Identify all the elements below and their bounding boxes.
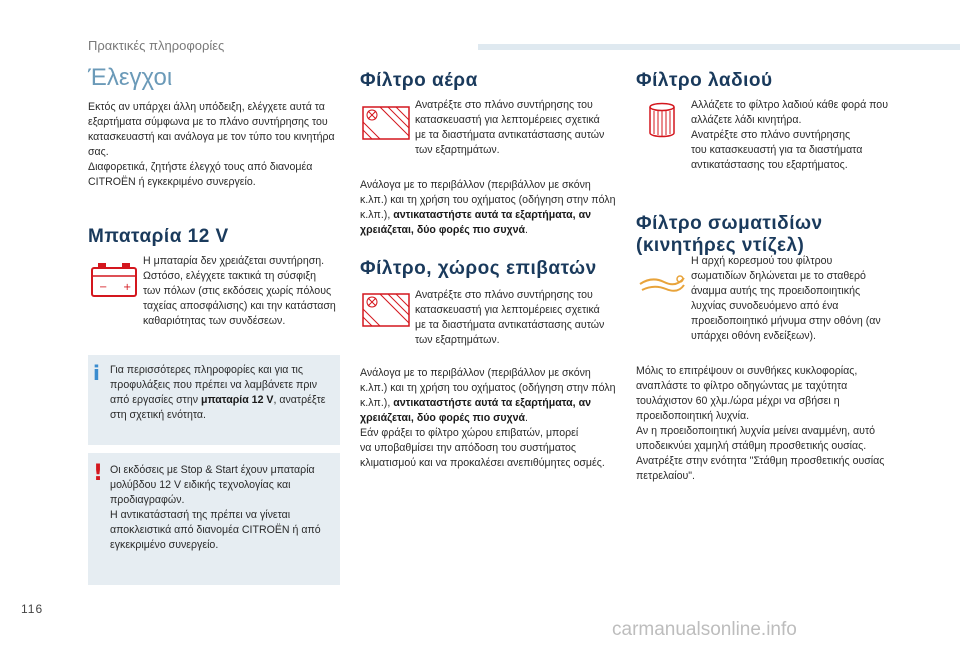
particle-filter-warning-icon bbox=[636, 262, 688, 302]
body-part: Ανάλογα με το περιβάλλον (περιβάλλον με σκόνη κ.λπ.) και τη χρήση του οχήματος (οδήγηση στην πόλη κ.λπ.), bbox=[360, 367, 616, 409]
warning-icon: ! bbox=[93, 461, 104, 486]
body-part: . bbox=[525, 224, 528, 236]
page-title: Έλεγχοι bbox=[88, 64, 173, 91]
body-bold: αντικαταστήστε αυτά τα εξαρτήματα, αν χρειάζεται, δύο φορές πιο συχνά bbox=[360, 397, 591, 424]
oil-filter-text: Αλλάζετε το φίλτρο λαδιού κάθε φορά που αλλάζετε λάδι κινητήρα. Ανατρέξτε στο πλάνο συντήρησης του κατασκευαστή για τα διαστήματα αντικατάστασης του εξαρτήματος. bbox=[691, 99, 888, 171]
air-filter-icon bbox=[360, 103, 412, 143]
info-text-part: , ανατρέξτε στη σχετική ενότητα. bbox=[110, 394, 326, 421]
body-part: . Εάν φράξει το φίλτρο χώρου επιβατών, μπορεί να υποβαθμίσει την απόδοση του συστήματος κλιματισμού και να προκαλέσει ανεπιθύμητες οσμές. bbox=[360, 412, 605, 469]
oil-filter-icon bbox=[636, 100, 688, 140]
battery-heading: Μπαταρία 12 V bbox=[88, 226, 229, 247]
battery-text: Η μπαταρία δεν χρειάζεται συντήρηση. Ωστόσο, ελέγχετε τακτικά τη σύσφιξη των πόλων (στις εκδόσεις χωρίς πόλους ταχείας αποσφάλισης) και την κατάσταση καθαριότητας των συνδέσεων. bbox=[143, 255, 336, 327]
cabin-filter-text: Ανατρέξτε στο πλάνο συντήρησης του κατασκευαστή για λεπτομέρειες σχετικά με τα διαστήματα αντικατάστασης αυτών των εξαρτημάτων. bbox=[415, 289, 605, 346]
warning-text: Οι εκδόσεις με Stop & Start έχουν μπαταρία μολύβδου 12 V ειδικής τεχνολογίας και προδιαγραφών. Η αντικατάστασή της πρέπει να γίνεται αποκλειστικά από διανομέα CITROËN ή από εγκεκριμένο συνεργείο. bbox=[110, 464, 321, 551]
oil-filter-heading: Φίλτρο λαδιού bbox=[636, 70, 773, 91]
section-header: Πρακτικές πληροφορίες bbox=[88, 38, 225, 53]
particle-filter-body: Μόλις το επιτρέψουν οι συνθήκες κυκλοφορίας, αναπλάστε το φίλτρο οδηγώντας με ταχύτητα τουλάχιστον 60 χλμ./ώρα μέχρι να σβήσει η προειδοποιητική λυχνία. Αν η προειδοποιητική λυχνία μείνει αναμμένη, αυτό υποδεικνύει χαμηλή στάθμη προσθετικής ουσίας. Ανατρέξτε στην ενότητα "Στάθμη προσθετικής ουσίας πετρελαίου". bbox=[636, 365, 885, 482]
particle-filter-text: Η αρχή κορεσμού του φίλτρου σωματιδίων δηλώνεται με το σταθερό άναμμα αυτής της προειδοποιητικής λυχνίας συνοδευόμενο από ένα προειδοποιητικό μήνυμα στην οθόνη (αν υπάρχει οθόνη ενδείξεων). bbox=[691, 255, 881, 342]
air-filter-text: Ανατρέξτε στο πλάνο συντήρησης του κατασκευαστή για λεπτομέρειες σχετικά με τα διαστήματα αντικατάστασης αυτών των εξαρτημάτων. bbox=[415, 99, 605, 156]
info-text bbox=[110, 363, 335, 423]
cabin-filter-heading: Φίλτρο, χώρος επιβατών bbox=[360, 258, 597, 279]
battery-icon bbox=[88, 260, 140, 300]
svg-text:+: + bbox=[123, 282, 132, 293]
header-rule bbox=[478, 44, 960, 50]
cabin-filter-icon bbox=[360, 290, 412, 330]
warning-box bbox=[88, 453, 340, 585]
watermark: carmanualsonline.info bbox=[612, 619, 797, 640]
info-icon: i bbox=[93, 361, 100, 385]
page-number: 116 bbox=[21, 602, 44, 616]
info-text-bold: μπαταρία 12 V bbox=[200, 394, 274, 406]
info-text-part: Για περισσότερες πληροφορίες και για τις προφυλάξεις που πρέπει να λαμβάνετε πριν από εργασίες στην bbox=[110, 364, 317, 406]
info-box bbox=[88, 355, 340, 445]
body-bold: αντικαταστήστε αυτά τα εξαρτήματα, αν χρειάζεται, δύο φορές πιο συχνά bbox=[360, 209, 591, 236]
particle-filter-heading: Φίλτρο σωματιδίων (κινητήρες ντίζελ) bbox=[636, 213, 823, 256]
svg-text:−: − bbox=[99, 282, 108, 293]
air-filter-heading: Φίλτρο αέρα bbox=[360, 70, 478, 91]
intro-text: Εκτός αν υπάρχει άλλη υπόδειξη, ελέγχετε αυτά τα εξαρτήματα σύμφωνα με το πλάνο συντήρησης του κατασκευαστή και ανάλογα με τον τύπο του κινητήρα σας. Διαφορετικά, ζητήστε έλεγχό τους από διανομέα CITROËN ή εγκεκριμένο συνεργείο. bbox=[88, 101, 335, 188]
body-part: Ανάλογα με το περιβάλλον (περιβάλλον με σκόνη κ.λπ.) και τη χρήση του οχήματος (οδήγηση στην πόλη κ.λπ.), bbox=[360, 179, 616, 221]
air-filter-body bbox=[360, 178, 625, 238]
cabin-filter-body bbox=[360, 366, 625, 471]
